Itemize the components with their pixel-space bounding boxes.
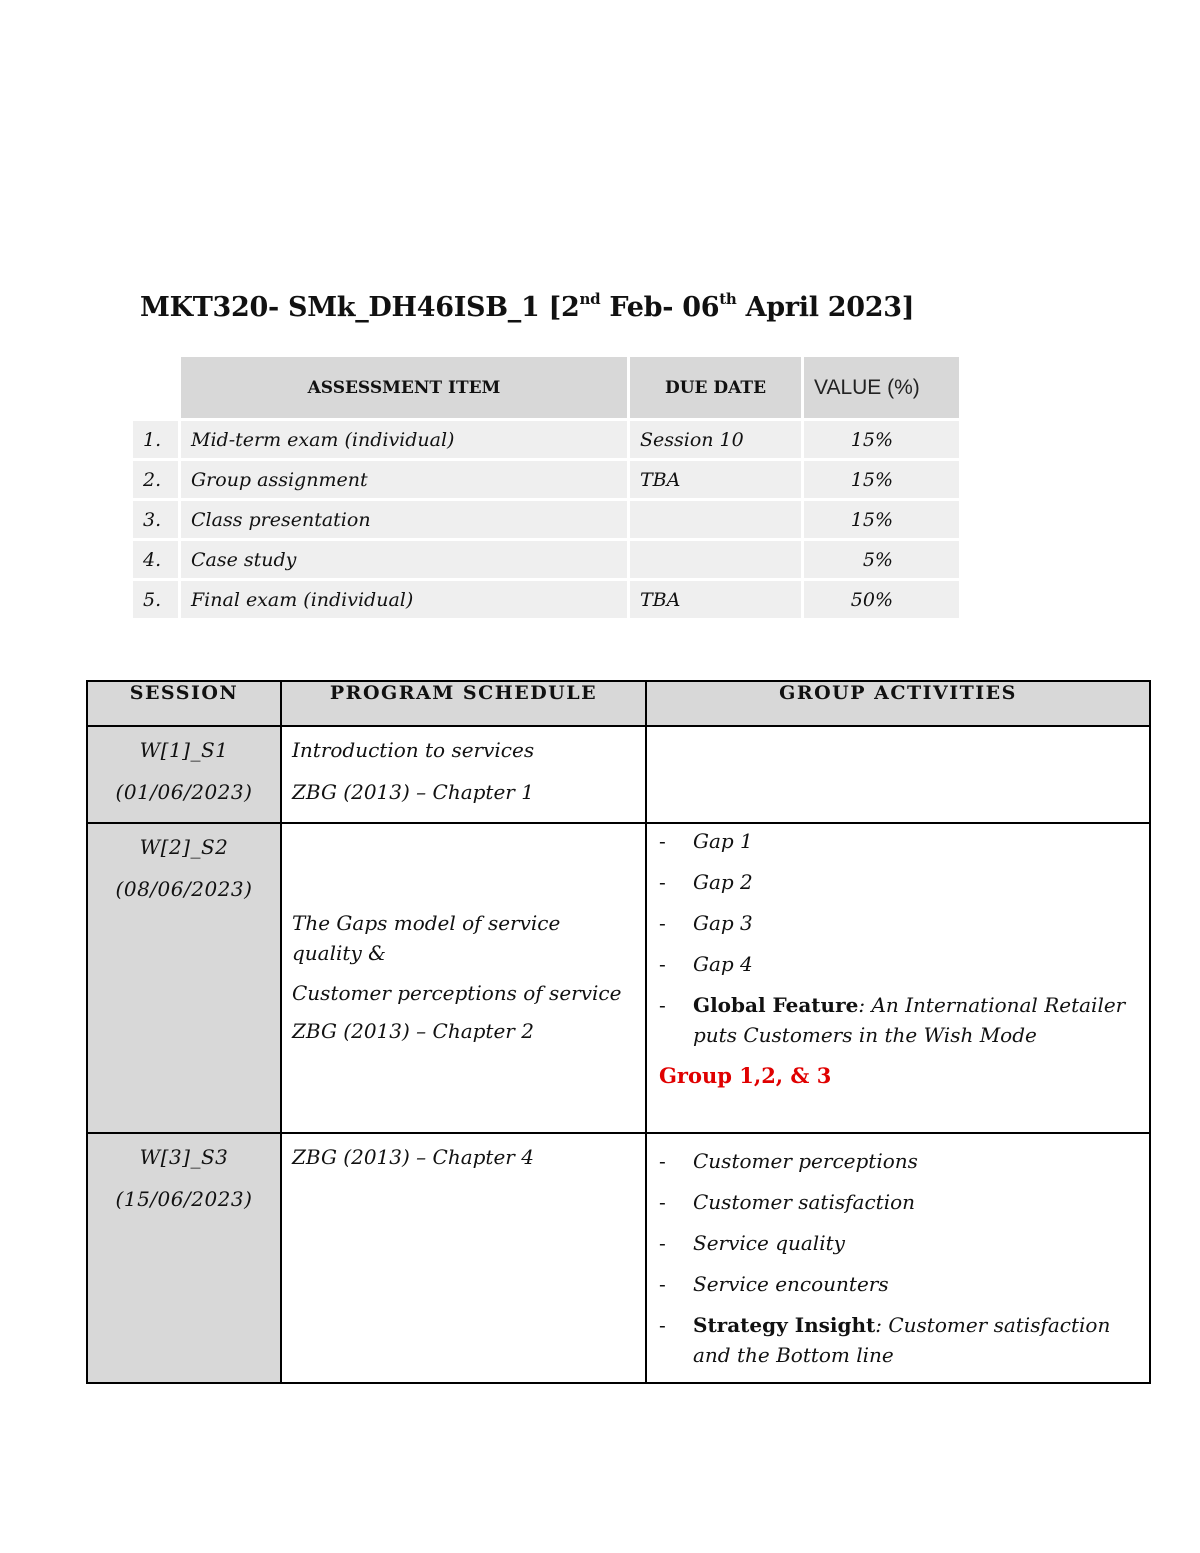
row-number: 2. <box>133 461 178 498</box>
table-row <box>87 823 1150 1133</box>
table-row <box>87 726 1150 823</box>
insight-label: Strategy Insight <box>693 1313 876 1337</box>
table-row <box>87 1133 1150 1383</box>
session-cell <box>87 823 281 1133</box>
session-date: (08/06/2023) <box>115 877 253 901</box>
title-suffix: April 2023] <box>736 292 915 323</box>
assessment-item: Class presentation <box>181 501 627 538</box>
due-date: TBA <box>630 581 801 618</box>
session-date: (01/06/2023) <box>115 780 253 804</box>
bullet-dash: - <box>659 829 666 853</box>
value-percent: 5% <box>804 541 959 578</box>
session-date: (15/06/2023) <box>115 1187 253 1211</box>
assessment-header-value: VALUE (%) <box>804 357 959 418</box>
table-row <box>133 581 959 618</box>
row-number: 3. <box>133 501 178 538</box>
activities-cell <box>646 1133 1150 1383</box>
assessment-header-due: DUE DATE <box>630 357 801 418</box>
title-superscript-1: nd <box>579 290 601 308</box>
schedule-cell <box>281 823 646 1133</box>
feature-label: Global Feature <box>693 993 859 1017</box>
row-number: 4. <box>133 541 178 578</box>
activity-text: Service encounters <box>693 1272 889 1296</box>
list-item <box>659 1310 1139 1370</box>
activity-text: Gap 3 <box>693 911 753 935</box>
activity-list <box>659 826 1139 1050</box>
session-code: W[2]_S2 <box>139 835 229 859</box>
bullet-dash: - <box>659 1272 666 1296</box>
list-item <box>659 1228 1139 1258</box>
due-date <box>630 541 801 578</box>
schedule-cell <box>281 726 646 823</box>
due-date: Session 10 <box>630 421 801 458</box>
activities-cell <box>646 823 1150 1133</box>
program-table <box>86 680 1151 1384</box>
list-item <box>659 990 1139 1050</box>
schedule-line: ZBG (2013) – Chapter 4 <box>292 1145 534 1169</box>
assessment-item: Case study <box>181 541 627 578</box>
assessment-header-blank <box>133 357 178 418</box>
due-date <box>630 501 801 538</box>
assessment-header-row <box>133 357 959 418</box>
activity-text: Service quality <box>693 1231 845 1255</box>
list-item <box>659 949 1139 979</box>
insight-item <box>693 1310 1139 1370</box>
bullet-dash: - <box>659 870 666 894</box>
table-row <box>133 501 959 538</box>
activity-text: Customer satisfaction <box>693 1190 916 1214</box>
activity-text: Customer perceptions <box>693 1149 918 1173</box>
title-superscript-2: th <box>719 290 737 308</box>
table-row <box>133 541 959 578</box>
session-code: W[1]_S1 <box>139 738 229 762</box>
assessment-table <box>130 354 962 621</box>
assessment-item: Group assignment <box>181 461 627 498</box>
schedule-line: ZBG (2013) – Chapter 1 <box>292 780 534 804</box>
session-cell <box>87 1133 281 1383</box>
program-header-activities: GROUP ACTIVITIES <box>646 681 1150 726</box>
row-number: 5. <box>133 581 178 618</box>
value-percent: 50% <box>804 581 959 618</box>
list-item <box>659 1269 1139 1299</box>
list-item <box>659 1187 1139 1217</box>
row-number: 1. <box>133 421 178 458</box>
list-item <box>659 867 1139 897</box>
bullet-dash: - <box>659 1313 666 1337</box>
title-middle: Feb- 06 <box>600 292 720 323</box>
table-row <box>133 461 959 498</box>
value-percent: 15% <box>804 461 959 498</box>
schedule-line: ZBG (2013) – Chapter 2 <box>292 1019 534 1043</box>
page-title <box>140 290 914 323</box>
schedule-line: The Gaps model of service quality & <box>292 911 561 965</box>
title-prefix: MKT320- SMk_DH46ISB_1 [2 <box>140 292 580 323</box>
program-header-session: SESSION <box>87 681 281 726</box>
bullet-dash: - <box>659 911 666 935</box>
bullet-dash: - <box>659 1190 666 1214</box>
list-item <box>659 908 1139 938</box>
bullet-dash: - <box>659 1231 666 1255</box>
activities-cell <box>646 726 1150 823</box>
feature-text: : An International Retailer puts Customers in the Wish Mode <box>693 993 1126 1047</box>
value-percent: 15% <box>804 421 959 458</box>
list-item <box>659 826 1139 856</box>
program-header-row <box>87 681 1150 726</box>
group-label: Group 1,2, & 3 <box>659 1063 832 1088</box>
session-cell <box>87 726 281 823</box>
bullet-dash: - <box>659 952 666 976</box>
due-date: TBA <box>630 461 801 498</box>
schedule-line: Customer perceptions of service <box>292 981 622 1005</box>
schedule-cell <box>281 1133 646 1383</box>
assessment-item: Mid-term exam (individual) <box>181 421 627 458</box>
list-item <box>659 1146 1139 1176</box>
feature-item <box>693 990 1139 1050</box>
assessment-header-item: ASSESSMENT ITEM <box>181 357 627 418</box>
table-row <box>133 421 959 458</box>
assessment-item: Final exam (individual) <box>181 581 627 618</box>
activity-list <box>659 1146 1139 1370</box>
session-code: W[3]_S3 <box>139 1145 229 1169</box>
activity-text: Gap 2 <box>693 870 753 894</box>
schedule-line: Introduction to services <box>292 738 535 762</box>
activity-text: Gap 1 <box>693 829 753 853</box>
insight-text: : Customer satisfaction and the Bottom line <box>693 1313 1111 1367</box>
value-percent: 15% <box>804 501 959 538</box>
bullet-dash: - <box>659 1149 666 1173</box>
program-header-schedule: PROGRAM SCHEDULE <box>281 681 646 726</box>
bullet-dash: - <box>659 993 666 1017</box>
activity-text: Gap 4 <box>693 952 753 976</box>
